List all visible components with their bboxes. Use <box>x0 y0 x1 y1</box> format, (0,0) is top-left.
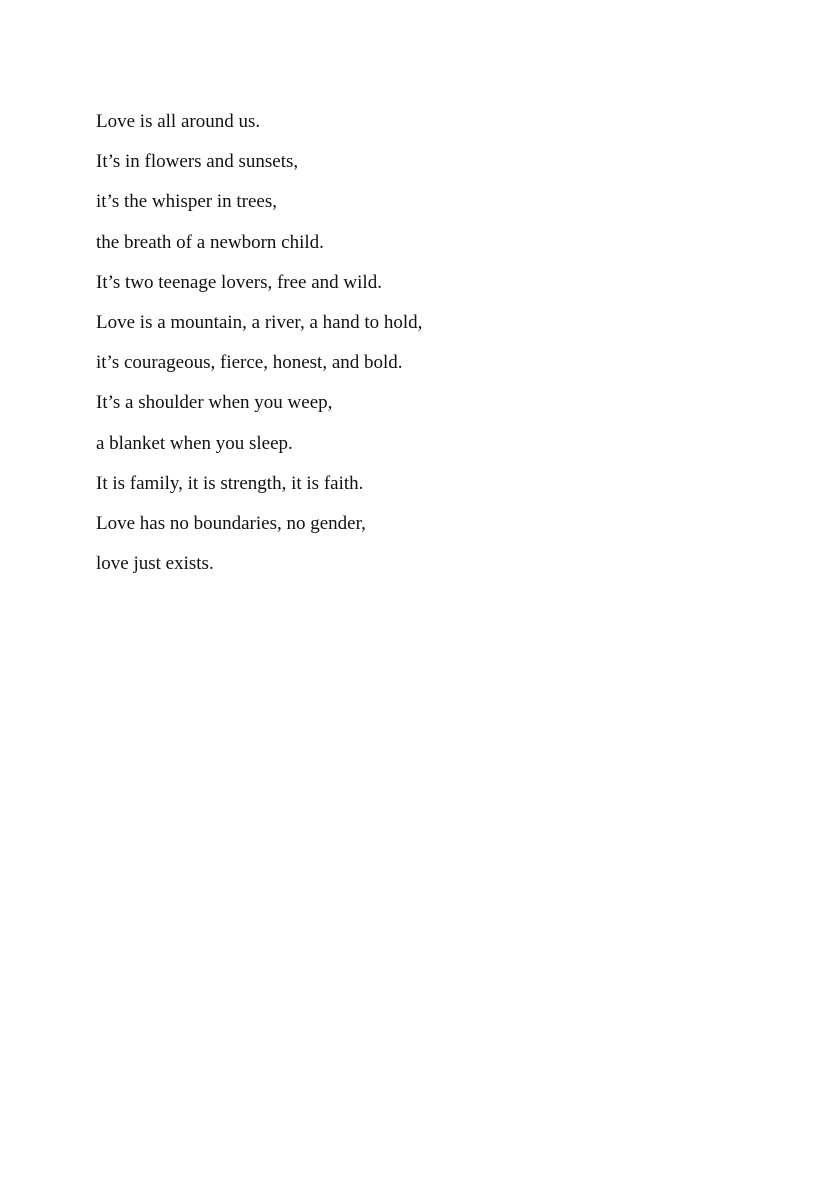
poem-line: It’s two teenage lovers, free and wild. <box>96 271 382 293</box>
poem-text <box>96 107 422 589</box>
poem-line: the breath of a newborn child. <box>96 231 324 253</box>
poem-line: love just exists. <box>96 553 214 575</box>
poem-line: It’s in flowers and sunsets, <box>96 151 299 173</box>
poem-line: Love has no boundaries, no gender, <box>96 512 366 534</box>
poem-line: a blanket when you sleep. <box>96 432 293 454</box>
poem-line: It is family, it is strength, it is faith. <box>96 472 364 494</box>
poem-line: It’s a shoulder when you weep, <box>96 392 333 414</box>
poem-line: it’s the whisper in trees, <box>96 191 277 213</box>
poem-line: it’s courageous, fierce, honest, and bold. <box>96 352 403 374</box>
poem-line: Love is a mountain, a river, a hand to hold, <box>96 311 423 333</box>
poem-line: Love is all around us. <box>96 111 261 132</box>
